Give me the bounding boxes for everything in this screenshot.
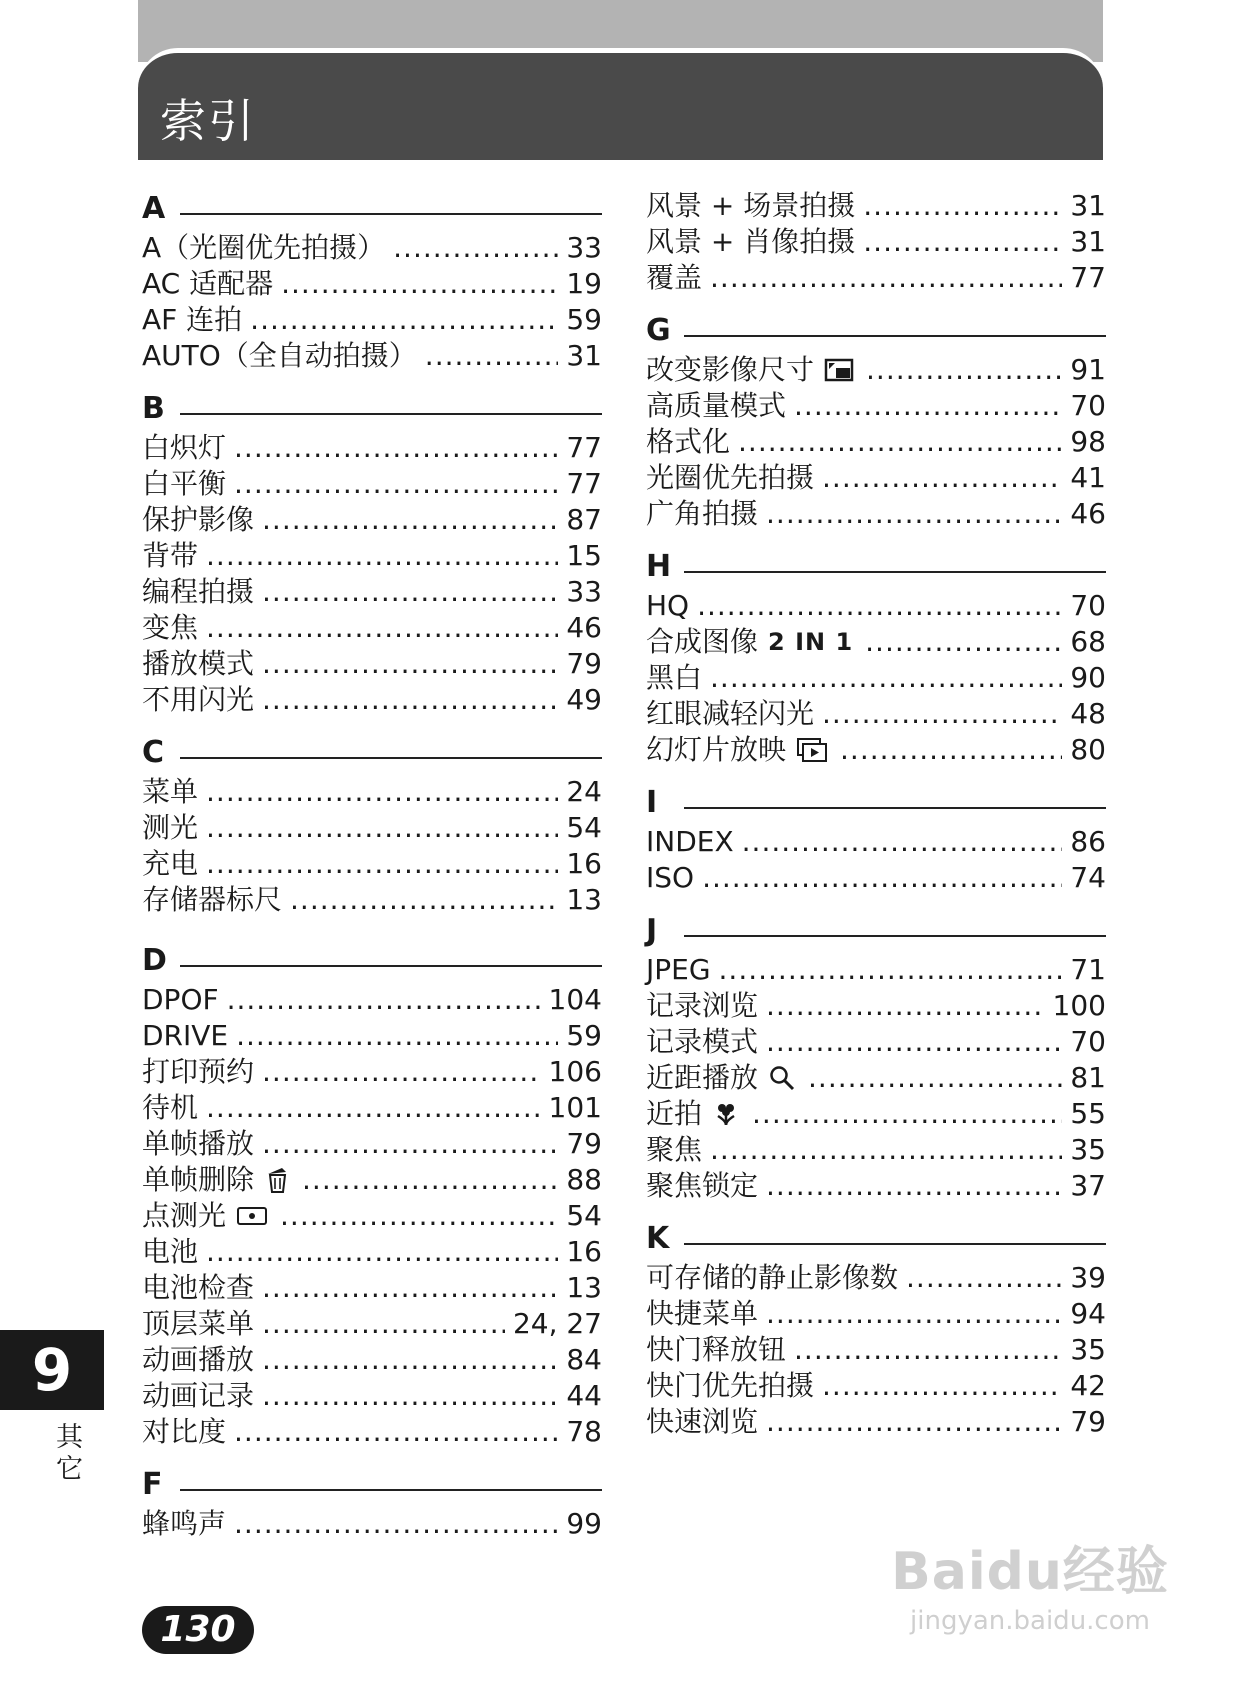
section-letter: K	[646, 1221, 670, 1256]
chapter-tab[interactable]: 9	[0, 1330, 104, 1410]
entry-term: 记录浏览	[646, 989, 759, 1022]
entry-term: 点测光	[142, 1199, 227, 1232]
spot-metering-icon	[236, 1205, 268, 1227]
entry-term: HQ	[646, 589, 690, 622]
entry-page: 33	[566, 575, 602, 608]
entry-term: 合成图像	[646, 625, 759, 658]
index-entry[interactable]	[142, 682, 602, 718]
entry-page: 79	[1070, 1405, 1106, 1438]
entry-term: 打印预约	[142, 1055, 255, 1088]
entry-term: 顶层菜单	[142, 1307, 255, 1340]
leader-dots	[710, 660, 1062, 696]
entry-term: JPEG	[646, 953, 711, 986]
entry-term: 存储器标尺	[142, 883, 283, 916]
index-entry[interactable]	[646, 696, 1106, 732]
entry-term: 编程拍摄	[142, 575, 255, 608]
entry-page: 13	[566, 883, 602, 916]
leader-dots	[206, 610, 558, 646]
index-entry[interactable]	[646, 224, 1106, 260]
index-entry[interactable]	[142, 502, 602, 538]
leader-dots	[206, 846, 558, 882]
entry-term: 可存储的静止影像数	[646, 1261, 899, 1294]
leader-dots	[262, 646, 558, 682]
entry-page: 49	[566, 683, 602, 716]
index-entry[interactable]	[646, 352, 1106, 388]
leader-dots	[262, 574, 558, 610]
page-title: 索引	[160, 94, 256, 148]
index-entry[interactable]	[142, 302, 602, 338]
entry-page: 88	[566, 1163, 602, 1196]
entry-page: 70	[1070, 1025, 1106, 1058]
index-entry[interactable]	[142, 574, 602, 610]
entry-term: 高质量模式	[646, 389, 787, 422]
index-section-k	[646, 1218, 1106, 1440]
section-header	[646, 546, 1106, 588]
index-entry[interactable]	[646, 1296, 1106, 1332]
index-entry[interactable]	[646, 496, 1106, 532]
header-bar	[138, 48, 1103, 160]
section-rule	[180, 213, 602, 215]
index-entry[interactable]	[646, 824, 1106, 860]
entry-term: 电池检查	[142, 1271, 255, 1304]
entry-page: 37	[1070, 1169, 1106, 1202]
index-entry[interactable]	[646, 1404, 1106, 1440]
entry-page: 59	[566, 303, 602, 336]
entry-page: 106	[548, 1055, 602, 1088]
leader-dots	[206, 774, 558, 810]
index-entry[interactable]	[142, 1342, 602, 1378]
index-column-left	[142, 188, 602, 1542]
leader-dots	[234, 1414, 558, 1450]
entry-term: 快门优先拍摄	[646, 1369, 815, 1402]
section-rule	[180, 1489, 602, 1491]
leader-dots	[262, 1378, 558, 1414]
macro-flower-icon	[712, 1101, 740, 1127]
index-entry[interactable]	[142, 646, 602, 682]
leader-dots	[738, 424, 1062, 460]
index-entry[interactable]	[646, 1332, 1106, 1368]
leader-dots	[766, 1168, 1062, 1204]
entry-page: 24	[566, 775, 602, 808]
section-letter: A	[142, 191, 166, 226]
leader-dots	[866, 352, 1062, 388]
section-rule	[180, 965, 602, 967]
leader-dots	[865, 624, 1062, 660]
entry-page: 42	[1070, 1369, 1106, 1402]
leader-dots	[234, 1506, 558, 1542]
section-header	[142, 388, 602, 430]
entry-page: 81	[1070, 1061, 1106, 1094]
entry-page: 104	[548, 983, 602, 1016]
entry-term: 背带	[142, 539, 199, 572]
two-in-one-tag: 2 IN 1	[768, 628, 854, 656]
leader-dots	[822, 1368, 1062, 1404]
leader-dots	[250, 302, 558, 338]
index-entry[interactable]	[646, 988, 1106, 1024]
entry-page: 86	[1070, 825, 1106, 858]
leader-dots	[206, 1234, 558, 1270]
entry-term: 风景 + 肖像拍摄	[646, 225, 856, 258]
leader-dots	[808, 1060, 1062, 1096]
entry-term: 待机	[142, 1091, 199, 1124]
leader-dots	[302, 1162, 558, 1198]
leader-dots	[863, 224, 1062, 260]
leader-dots	[262, 1306, 505, 1342]
section-header	[646, 910, 1106, 952]
entry-page: 80	[1070, 733, 1106, 766]
section-letter: J	[646, 913, 658, 948]
entry-term: 电池	[142, 1235, 199, 1268]
entry-term: 单帧播放	[142, 1127, 255, 1160]
entry-page: 39	[1070, 1261, 1106, 1294]
index-entry[interactable]	[142, 538, 602, 574]
index-section-c	[142, 732, 602, 918]
leader-dots	[719, 952, 1063, 988]
entry-page: 77	[566, 467, 602, 500]
index-entry[interactable]	[646, 1368, 1106, 1404]
entry-term: 单帧删除	[142, 1163, 255, 1196]
entry-term: 幻灯片放映	[646, 733, 787, 766]
entry-term: DRIVE	[142, 1019, 229, 1052]
section-rule	[684, 1243, 1106, 1245]
index-entry[interactable]	[646, 460, 1106, 496]
entry-term: DPOF	[142, 983, 219, 1016]
entry-term: 白炽灯	[142, 431, 227, 464]
leader-dots	[206, 538, 558, 574]
entry-term: 覆盖	[646, 261, 703, 294]
entry-page: 54	[566, 1199, 602, 1232]
entry-term: 记录模式	[646, 1025, 759, 1058]
section-letter: G	[646, 313, 671, 348]
section-header	[142, 732, 602, 774]
entry-page: 74	[1070, 861, 1106, 894]
index-entry[interactable]	[142, 1234, 602, 1270]
index-entry[interactable]	[142, 466, 602, 502]
index-entry[interactable]	[646, 624, 1106, 660]
index-entry[interactable]	[142, 230, 602, 266]
entry-page: 31	[1070, 225, 1106, 258]
leader-dots	[702, 860, 1062, 896]
watermark	[880, 1540, 1180, 1660]
entry-page: 70	[1070, 389, 1106, 422]
entry-term: A（光圈优先拍摄）	[142, 231, 386, 264]
section-rule	[684, 935, 1106, 937]
entry-page: 46	[1070, 497, 1106, 530]
leader-dots	[236, 1018, 558, 1054]
entry-page: 77	[1070, 261, 1106, 294]
entry-page: 77	[566, 431, 602, 464]
entry-term: INDEX	[646, 825, 734, 858]
section-header	[646, 310, 1106, 352]
entry-term: 菜单	[142, 775, 199, 808]
index-column-right	[646, 188, 1106, 1440]
entry-term: AC 适配器	[142, 267, 274, 300]
index-entry[interactable]	[142, 774, 602, 810]
entry-page: 91	[1070, 353, 1106, 386]
entry-page: 31	[1070, 189, 1106, 222]
index-entry[interactable]	[142, 846, 602, 882]
entry-term: 黑白	[646, 661, 703, 694]
index-section-f	[142, 1464, 602, 1542]
entry-term: 动画记录	[142, 1379, 255, 1412]
index-entry[interactable]	[646, 1096, 1106, 1132]
leader-dots	[234, 466, 558, 502]
entry-page: 98	[1070, 425, 1106, 458]
entry-page: 41	[1070, 461, 1106, 494]
entry-page: 16	[566, 1235, 602, 1268]
entry-page: 31	[566, 339, 602, 372]
index-entry[interactable]	[142, 338, 602, 374]
leader-dots	[742, 824, 1063, 860]
index-section-f-continued	[646, 188, 1106, 296]
section-rule	[684, 571, 1106, 573]
leader-dots	[206, 1090, 541, 1126]
leader-dots	[262, 1126, 558, 1162]
index-entry[interactable]	[646, 1060, 1106, 1096]
entry-page: 24, 27	[512, 1307, 602, 1340]
leader-dots	[766, 988, 1045, 1024]
index-entry[interactable]	[142, 1162, 602, 1198]
leader-dots	[393, 230, 558, 266]
section-rule	[180, 757, 602, 759]
index-entry[interactable]	[646, 952, 1106, 988]
entry-page: 33	[566, 231, 602, 264]
entry-page: 99	[566, 1507, 602, 1540]
entry-page: 84	[566, 1343, 602, 1376]
index-entry[interactable]	[646, 260, 1106, 296]
index-entry[interactable]	[142, 1198, 602, 1234]
entry-term: 快捷菜单	[646, 1297, 759, 1330]
entry-term: 聚焦锁定	[646, 1169, 759, 1202]
index-entry[interactable]	[646, 1132, 1106, 1168]
entry-page: 35	[1070, 1333, 1106, 1366]
index-entry[interactable]	[142, 1506, 602, 1542]
leader-dots	[794, 388, 1062, 424]
index-entry[interactable]	[646, 388, 1106, 424]
chapter-tab-label: 其它	[56, 1422, 83, 1485]
leader-dots	[262, 1054, 541, 1090]
index-entry[interactable]	[646, 1168, 1106, 1204]
leader-dots	[766, 1404, 1062, 1440]
leader-dots	[262, 1270, 558, 1306]
entry-page: 79	[566, 1127, 602, 1160]
leader-dots	[206, 810, 558, 846]
leader-dots	[752, 1096, 1062, 1132]
section-letter: D	[142, 943, 167, 978]
index-entry[interactable]	[142, 882, 602, 918]
leader-dots	[697, 588, 1062, 624]
leader-dots	[822, 696, 1062, 732]
index-section-i	[646, 782, 1106, 896]
leader-dots	[766, 1296, 1062, 1332]
section-header	[142, 1464, 602, 1506]
entry-page: 78	[566, 1415, 602, 1448]
watermark-brand: Baidu经验	[891, 1542, 1169, 1602]
entry-page: 101	[548, 1091, 602, 1124]
index-entry[interactable]	[142, 1090, 602, 1126]
entry-term: 风景 + 场景拍摄	[646, 189, 856, 222]
leader-dots	[425, 338, 559, 374]
page-number: 130	[142, 1606, 254, 1654]
leader-dots	[234, 430, 558, 466]
leader-dots	[227, 982, 541, 1018]
index-section-j	[646, 910, 1106, 1204]
index-entry[interactable]	[142, 982, 602, 1018]
entry-term: 变焦	[142, 611, 199, 644]
section-letter: F	[142, 1467, 163, 1502]
section-rule	[684, 807, 1106, 809]
entry-term: 充电	[142, 847, 199, 880]
index-entry[interactable]	[142, 810, 602, 846]
index-section-b	[142, 388, 602, 718]
entry-page: 59	[566, 1019, 602, 1052]
leader-dots	[822, 460, 1062, 496]
entry-page: 79	[566, 647, 602, 680]
entry-page: 35	[1070, 1133, 1106, 1166]
entry-page: 16	[566, 847, 602, 880]
entry-term: 快速浏览	[646, 1405, 759, 1438]
slideshow-icon	[796, 737, 828, 763]
index-entry[interactable]	[142, 1378, 602, 1414]
entry-page: 55	[1070, 1097, 1106, 1130]
entry-page: 15	[566, 539, 602, 572]
section-header	[646, 1218, 1106, 1260]
leader-dots	[262, 682, 558, 718]
entry-term: 快门释放钮	[646, 1333, 787, 1366]
entry-term: 动画播放	[142, 1343, 255, 1376]
index-entry[interactable]	[142, 610, 602, 646]
section-letter: I	[646, 785, 658, 820]
entry-page: 44	[566, 1379, 602, 1412]
entry-term: 近拍	[646, 1097, 703, 1130]
entry-term: 播放模式	[142, 647, 255, 680]
leader-dots	[794, 1332, 1062, 1368]
index-entry[interactable]	[646, 732, 1106, 768]
index-entry[interactable]	[142, 1306, 602, 1342]
entry-term: 对比度	[142, 1415, 227, 1448]
leader-dots	[840, 732, 1062, 768]
watermark-url: jingyan.baidu.com	[910, 1606, 1150, 1636]
entry-term: 蜂鸣声	[142, 1507, 227, 1540]
index-entry[interactable]	[646, 588, 1106, 624]
entry-page: 13	[566, 1271, 602, 1304]
section-rule	[180, 413, 602, 415]
section-rule	[684, 335, 1106, 337]
entry-term: 红眼减轻闪光	[646, 697, 815, 730]
entry-page: 48	[1070, 697, 1106, 730]
leader-dots	[262, 1342, 558, 1378]
entry-term: 格式化	[646, 425, 731, 458]
index-entry[interactable]	[142, 1054, 602, 1090]
entry-page: 46	[566, 611, 602, 644]
leader-dots	[863, 188, 1062, 224]
index-section-a	[142, 188, 602, 374]
index-entry[interactable]	[646, 1260, 1106, 1296]
index-section-d	[142, 940, 602, 1450]
section-header	[142, 940, 602, 982]
entry-term: 白平衡	[142, 467, 227, 500]
entry-term: 广角拍摄	[646, 497, 759, 530]
index-entry[interactable]	[646, 424, 1106, 460]
index-entry[interactable]	[142, 430, 602, 466]
entry-page: 90	[1070, 661, 1106, 694]
entry-page: 87	[566, 503, 602, 536]
index-entry[interactable]	[142, 1414, 602, 1450]
entry-page: 71	[1070, 953, 1106, 986]
entry-page: 19	[566, 267, 602, 300]
index-section-g	[646, 310, 1106, 532]
entry-term: AUTO（全自动拍摄）	[142, 339, 417, 372]
index-entry[interactable]	[142, 1018, 602, 1054]
entry-term: ISO	[646, 861, 695, 894]
entry-term: AF 连拍	[142, 303, 243, 336]
entry-term: 不用闪光	[142, 683, 255, 716]
leader-dots	[906, 1260, 1062, 1296]
section-letter: B	[142, 391, 165, 426]
resize-icon	[824, 358, 854, 382]
leader-dots	[290, 882, 558, 918]
entry-page: 100	[1052, 989, 1106, 1022]
section-letter: C	[142, 735, 165, 770]
entry-term: 光圈优先拍摄	[646, 461, 815, 494]
index-entry[interactable]	[646, 860, 1106, 896]
entry-term: 聚焦	[646, 1133, 703, 1166]
leader-dots	[766, 496, 1062, 532]
entry-page: 54	[566, 811, 602, 844]
magnifier-icon	[768, 1064, 796, 1092]
entry-term: 测光	[142, 811, 199, 844]
leader-dots	[710, 260, 1062, 296]
leader-dots	[766, 1024, 1062, 1060]
entry-term: 近距播放	[646, 1061, 759, 1094]
index-entry[interactable]	[646, 188, 1106, 224]
index-section-h	[646, 546, 1106, 768]
section-letter: H	[646, 549, 672, 584]
trash-icon	[264, 1166, 290, 1194]
leader-dots	[281, 266, 558, 302]
index-entry[interactable]	[142, 266, 602, 302]
index-entry[interactable]	[646, 660, 1106, 696]
entry-term: 保护影像	[142, 503, 255, 536]
index-entry[interactable]	[142, 1270, 602, 1306]
index-entry[interactable]	[646, 1024, 1106, 1060]
leader-dots	[280, 1198, 558, 1234]
section-header	[142, 188, 602, 230]
index-entry[interactable]	[142, 1126, 602, 1162]
entry-page: 68	[1070, 625, 1106, 658]
entry-term: 改变影像尺寸	[646, 353, 815, 386]
entry-page: 94	[1070, 1297, 1106, 1330]
leader-dots	[262, 502, 558, 538]
leader-dots	[710, 1132, 1062, 1168]
entry-page: 70	[1070, 589, 1106, 622]
section-header	[646, 782, 1106, 824]
